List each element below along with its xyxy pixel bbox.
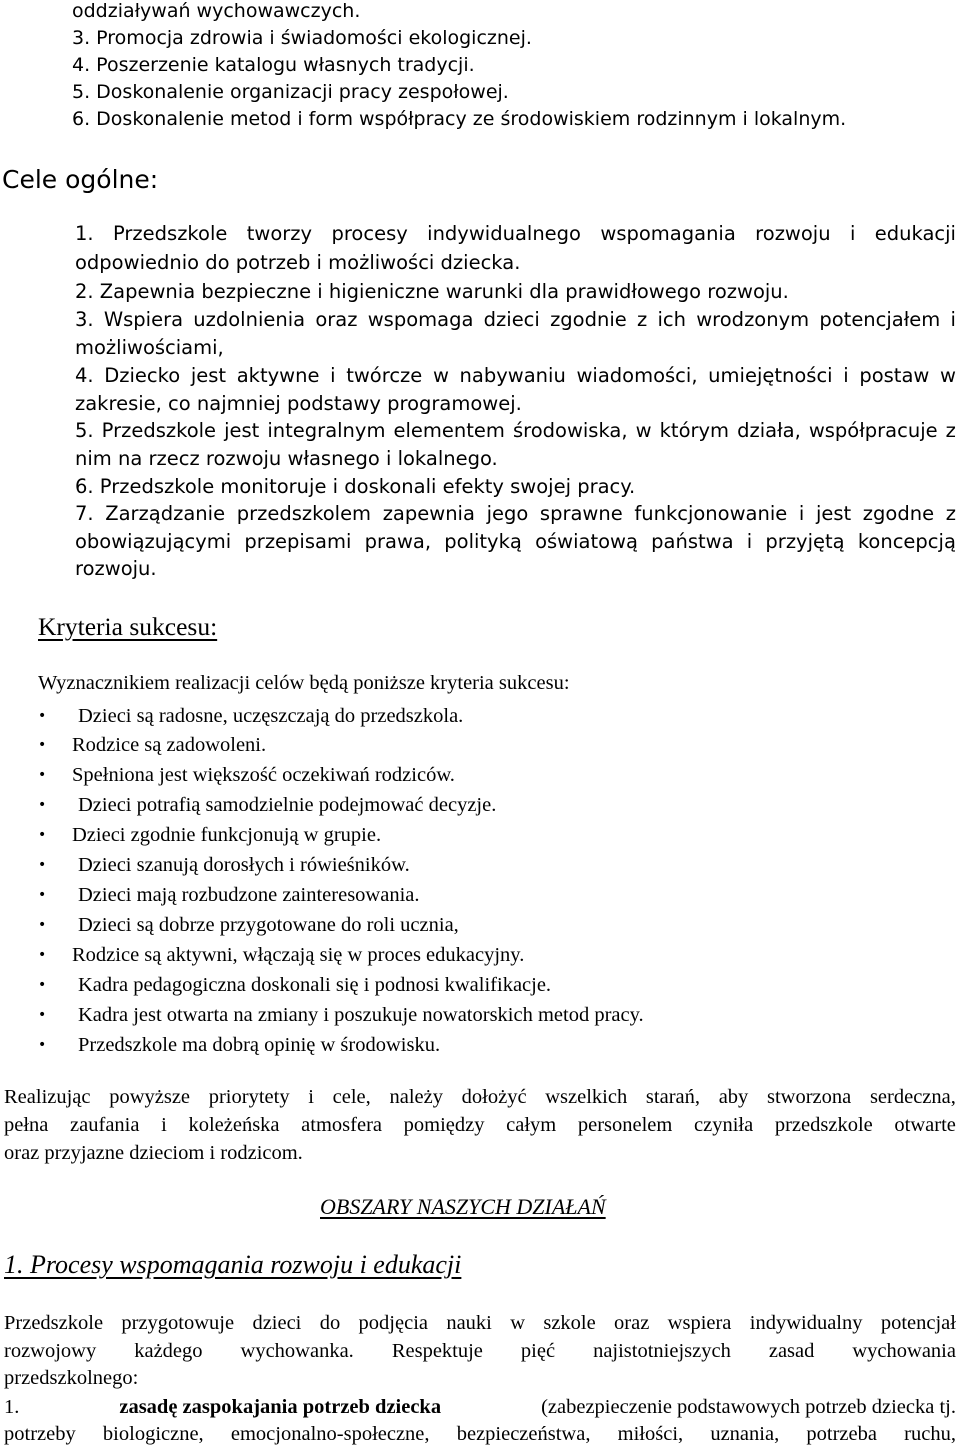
bullet-icon: •: [38, 708, 47, 724]
goal-line: 2. Zapewnia bezpieczne i higieniczne warunki dla prawidłowego rozwoju.: [75, 280, 789, 303]
criteria-intro: Wyznacznikiem realizacji celów będą poniższe kryteria sukcesu:: [38, 672, 570, 694]
goal-line: 1. Przedszkole tworzy procesy indywidualnego wspomagania rozwoju i edukacji: [75, 222, 956, 245]
bullet-icon: •: [38, 947, 47, 963]
list-item: 4. Poszerzenie katalogu własnych tradycji.: [72, 54, 475, 76]
section-1-heading: 1. Procesy wspomagania rozwoju i edukacji: [4, 1250, 462, 1279]
criteria-heading: Kryteria sukcesu:: [38, 612, 218, 641]
text-line: oddziaływań wychowawczych.: [72, 0, 361, 22]
section-1-line: Przedszkole przygotowuje dzieci do podjęcia nauki w szkole oraz wspiera indywidualny potencjał: [4, 1312, 956, 1334]
goal-line: odpowiednio do potrzeb i możliwości dziecka.: [75, 251, 521, 274]
bullet-icon: •: [38, 977, 47, 993]
summary-line: oraz przyjazne dzieciom i rodzicom.: [4, 1142, 303, 1164]
goal-line: 4. Dziecko jest aktywne i twórcze w nabywaniu wiadomości, umiejętności i postaw w: [75, 364, 956, 387]
goal-line: zakresie, co najmniej podstawy programowej.: [75, 392, 522, 415]
goal-line: 7. Zarządzanie przedszkolem zapewnia jego sprawne funkcjonowanie i jest zgodne z: [75, 502, 956, 525]
bullet-icon: •: [38, 1007, 47, 1023]
item-rest: (zabezpieczenie podstawowych potrzeb dziecka tj.: [541, 1396, 956, 1418]
section-1-line: potrzeby biologiczne, emocjonalno-społeczne, bezpieczeństwa, miłości, uznania, potrzeba ruchu,: [4, 1423, 956, 1445]
list-item: 5. Doskonalenie organizacji pracy zespołowej.: [72, 81, 509, 103]
bullet-icon: •: [38, 737, 47, 753]
goal-line: 5. Przedszkole jest integralnym elementem środowiska, w którym działa, współpracuje z: [75, 419, 956, 442]
bullet-icon: •: [38, 797, 47, 813]
bullet-icon: •: [38, 767, 47, 783]
section-1-item-1: [4, 1396, 956, 1419]
goal-line: rozwoju.: [75, 557, 157, 580]
goals-heading: Cele ogólne:: [2, 165, 159, 194]
bullet-icon: •: [38, 827, 47, 843]
section-1-line: rozwojowy każdego wychowanka. Respektuje pięć najistotniejszych zasad wychowania: [4, 1340, 956, 1362]
list-item: 6. Doskonalenie metod i form współpracy ze środowiskiem rodzinnym i lokalnym.: [72, 108, 847, 130]
bullet-icon: •: [38, 857, 47, 873]
summary-line: pełna zaufania i koleżeńska atmosfera pomiędzy całym personelem czyniła przedszkole otwarte: [4, 1114, 956, 1136]
goal-line: 6. Przedszkole monitoruje i doskonali efekty swojej pracy.: [75, 475, 636, 498]
goal-line: nim na rzecz rozwoju własnego i lokalnego.: [75, 447, 498, 470]
bullet-icon: •: [38, 1037, 47, 1053]
goal-line: obowiązującymi przepisami prawa, polityką oświatową państwa i przyjętą koncepcją: [75, 530, 956, 553]
goal-line: 3. Wspiera uzdolnienia oraz wspomaga dzieci zgodnie z ich wrodzonym potencjałem i: [75, 308, 956, 331]
summary-line: Realizując powyższe priorytety i cele, należy dołożyć wszelkich starań, aby stworzona serdeczna,: [4, 1086, 956, 1108]
bullet-icon: •: [38, 887, 47, 903]
section-1-line: przedszkolnego:: [4, 1367, 139, 1389]
item-bold: zasadę zaspokajania potrzeb dziecka: [119, 1396, 442, 1418]
list-item: 3. Promocja zdrowia i świadomości ekologicznej.: [72, 27, 532, 49]
areas-heading: OBSZARY NASZYCH DZIAŁAŃ: [320, 1194, 606, 1219]
item-number: 1.: [4, 1396, 20, 1418]
bullet-icon: •: [38, 917, 47, 933]
goal-line: możliwościami,: [75, 336, 224, 359]
